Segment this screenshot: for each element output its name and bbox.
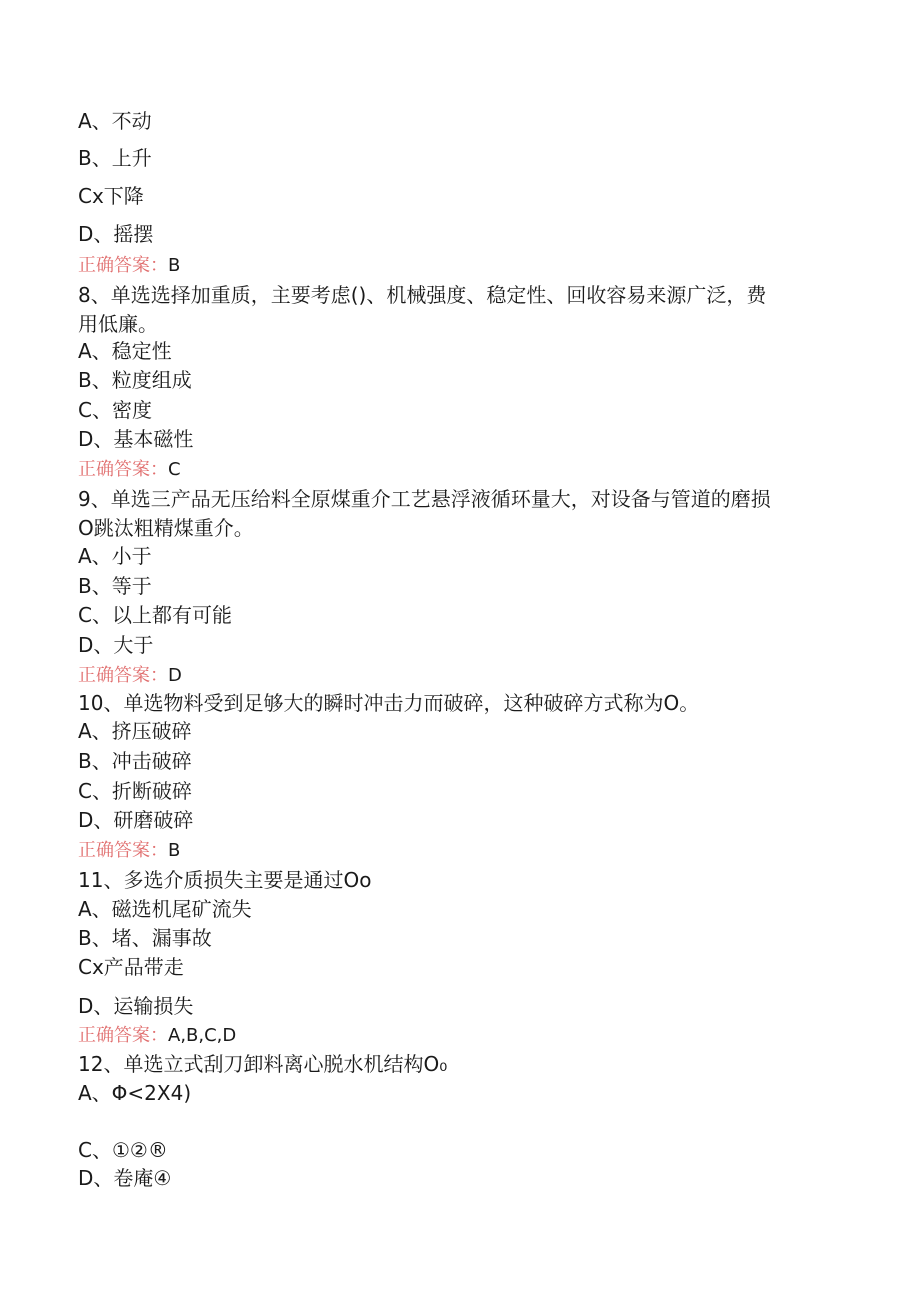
q12-option-d: D、卷庵④ xyxy=(78,1166,172,1190)
q10-option-b: B、冲击破碎 xyxy=(78,749,192,773)
q8-option-c: C、密度 xyxy=(78,398,152,422)
q7-option-d: D、摇摆 xyxy=(78,222,154,246)
answer-value: A,B,C,D xyxy=(168,1025,237,1046)
q9-option-c: C、以上都有可能 xyxy=(78,603,232,627)
q8-answer xyxy=(78,458,181,482)
q7-option-b: B、上升 xyxy=(78,146,152,170)
answer-label: 正确答案： xyxy=(78,1025,168,1046)
answer-label: 正确答案： xyxy=(78,840,168,861)
q10-option-d: D、研磨破碎 xyxy=(78,808,194,832)
q9-option-b: B、等于 xyxy=(78,574,152,598)
q12-option-a: A、Φ<2X4) xyxy=(78,1081,192,1105)
q8-option-b: B、粒度组成 xyxy=(78,368,192,392)
q9-answer xyxy=(78,664,182,688)
q7-option-c: Cx下降 xyxy=(78,184,144,208)
q7-option-a: A、不动 xyxy=(78,109,152,133)
q11-option-a: A、磁选机尾矿流失 xyxy=(78,897,252,921)
q8-option-a: A、稳定性 xyxy=(78,339,172,363)
q11-answer xyxy=(78,1024,236,1048)
answer-value: B xyxy=(168,255,181,276)
q10-option-a: A、挤压破碎 xyxy=(78,719,192,743)
answer-label: 正确答案： xyxy=(78,665,168,686)
answer-label: 正确答案： xyxy=(78,459,168,480)
q11-option-d: D、运输损失 xyxy=(78,994,194,1018)
q10-answer xyxy=(78,839,180,863)
q7-answer xyxy=(78,254,180,278)
q11-option-b: B、堵、漏事故 xyxy=(78,926,212,950)
q8-stem-line1: 8、单选选择加重质，主要考虑()、机械强度、稳定性、回收容易来源广泛，费 xyxy=(78,283,767,307)
q9-stem-line2: O跳汰粗精煤重介。 xyxy=(78,516,254,540)
q9-stem-line1: 9、单选三产品无压给料全原煤重介工艺悬浮液循环量大，对设备与管道的磨损 xyxy=(78,487,771,511)
answer-value: B xyxy=(168,840,181,861)
q8-stem-line2: 用低廉。 xyxy=(78,312,158,336)
q12-option-c: C、①②® xyxy=(78,1138,168,1162)
q10-stem-line1: 10、单选物料受到足够大的瞬时冲击力而破碎，这种破碎方式称为O。 xyxy=(78,691,700,715)
q11-stem-line1: 11、多选介质损失主要是通过Oo xyxy=(78,868,372,892)
q10-option-c: C、折断破碎 xyxy=(78,779,192,803)
answer-label: 正确答案： xyxy=(78,255,168,276)
q9-option-a: A、小于 xyxy=(78,544,152,568)
q12-stem-line1: 12、单选立式刮刀卸料离心脱水机结构O₀ xyxy=(78,1052,448,1076)
answer-value: D xyxy=(168,665,182,686)
q8-option-d: D、基本磁性 xyxy=(78,427,194,451)
answer-value: C xyxy=(168,459,181,480)
q9-option-d: D、大于 xyxy=(78,633,154,657)
q11-option-c: Cx产品带走 xyxy=(78,955,184,979)
